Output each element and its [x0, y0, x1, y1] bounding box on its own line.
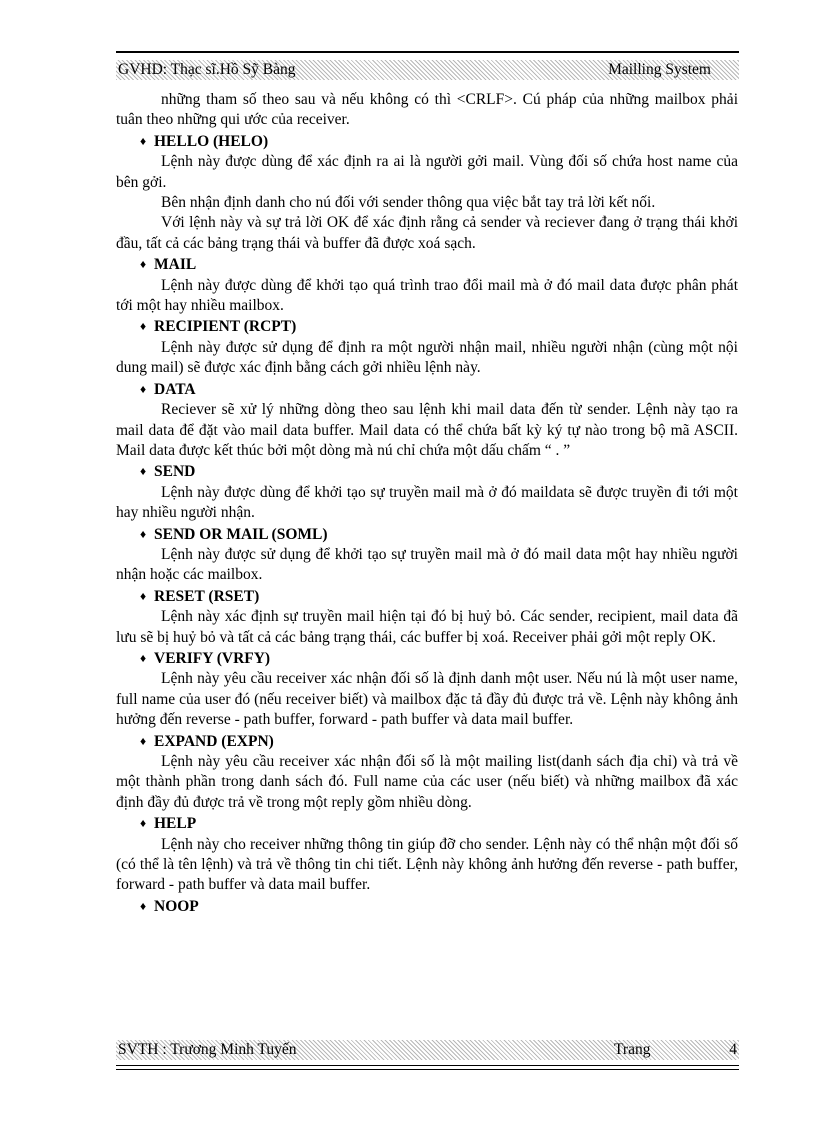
diamond-bullet-icon: ♦ [140, 464, 147, 479]
section-heading [116, 131, 738, 152]
section-heading [116, 461, 738, 482]
section-paragraph: Lệnh này được sử dụng để khởi tạo sự truyền mail mà ở đó mail data một hay nhiều người nhận hoặc các mailbox. [116, 545, 738, 584]
diamond-bullet-icon: ♦ [140, 133, 147, 148]
section-title: MAIL [154, 256, 197, 274]
section-title: SEND OR MAIL (SOML) [154, 525, 328, 543]
section-paragraph: Reciever sẽ xử lý những dòng theo sau lệnh khi mail data đến từ sender. Lệnh này tạo ra mail data để đặt vào mail data buffer. Mail data có thể chứa bất kỳ ký tự nào trong bộ mã ASCII. Mail data được kết thúc bởi một dòng mà nú chỉ chứa một dấu chấm “ . ” [116, 401, 738, 459]
diamond-bullet-icon: ♦ [140, 733, 147, 748]
section-title: DATA [154, 380, 196, 398]
section-heading [116, 316, 738, 337]
section-paragraph: Lệnh này được dùng để khởi tạo quá trình trao đổi mail mà ở đó mail data được phân phát tới một hay nhiều mailbox. [116, 276, 738, 315]
diamond-bullet-icon: ♦ [140, 588, 147, 603]
section-title: RESET (RSET) [154, 587, 260, 605]
diamond-bullet-icon: ♦ [140, 381, 147, 396]
section-paragraph: Lệnh này được dùng để khởi tạo sự truyền mail mà ở đó maildata sẽ được truyền đi tới một hay nhiều người nhận. [116, 483, 738, 522]
section-paragraph: Lệnh này cho receiver những thông tin giúp đỡ cho sender. Lệnh này có thể nhận một đối số (có thể là tên lệnh) và trả về thông tin chi tiết. Lệnh này không ảnh hưởng đến reverse - path buffer, forward - path buffer và data mail buffer. [116, 835, 738, 894]
section-heading [116, 813, 738, 834]
section-heading [116, 896, 738, 917]
section-title: HELLO (HELO) [154, 132, 269, 150]
section-heading [116, 648, 738, 669]
section-paragraph: Bên nhận định danh cho nú đối với sender thông qua việc bắt tay trả lời kết nối. [161, 194, 656, 212]
section-heading [116, 524, 738, 545]
footer-student: SVTH : Trương Minh Tuyến [118, 1041, 297, 1058]
header-rule [116, 51, 739, 53]
section-title: RECIPIENT (RCPT) [154, 318, 297, 336]
section-title: VERIFY (VRFY) [154, 649, 271, 667]
section-paragraph: Lệnh này yêu cầu receiver xác nhận đối số là định danh một user. Nếu nú là một user name, full name của user đó (nếu receiver biết) và mailbox đặc tả đầy đủ được trả về. Lệnh này không ảnh hưởng đến reverse - path buffer, forward - path buffer và data mail buffer. [116, 670, 738, 729]
section-paragraph: Lệnh này được dùng để xác định ra ai là người gởi mail. Vùng đối số chứa host name của bên gởi. [116, 153, 738, 191]
section-heading [116, 254, 738, 275]
diamond-bullet-icon: ♦ [140, 898, 147, 913]
footer-rule [116, 1065, 739, 1066]
intro-paragraph: những tham số theo sau và nếu không có thì <CRLF>. Cú pháp của những mailbox phải tuân theo những qui ước của receiver. [116, 91, 738, 129]
section-title: SEND [154, 463, 196, 481]
diamond-bullet-icon: ♦ [140, 650, 147, 665]
diamond-bullet-icon: ♦ [140, 257, 147, 272]
section-heading [116, 586, 738, 607]
section-paragraph: Lệnh này yêu cầu receiver xác nhận đối số là một mailing list(danh sách địa chỉ) và trả về một thành phần trong danh sách đó. Full name của các user (nếu biết) và những mailbox đã xác định đầy đủ được trả về trong một reply gồm nhiều dòng. [116, 753, 738, 811]
section-heading [116, 731, 738, 752]
footer-rule [116, 1069, 739, 1070]
section-title: NOOP [154, 897, 199, 915]
section-paragraph: Lệnh này được sử dụng để định ra một người nhận mail, nhiều người nhận (cùng một nội dung mail) sẽ được xác định bằng cách gởi nhiều lệnh này. [116, 338, 738, 377]
page-header [116, 60, 739, 80]
command-sections [116, 131, 738, 917]
section-title: EXPAND (EXPN) [154, 732, 274, 750]
diamond-bullet-icon: ♦ [140, 319, 147, 334]
diamond-bullet-icon: ♦ [140, 816, 147, 831]
diamond-bullet-icon: ♦ [140, 526, 147, 541]
section-heading [116, 379, 738, 400]
document-body [116, 90, 738, 917]
footer-page-number: 4 [729, 1041, 737, 1058]
section-paragraph: Với lệnh này và sự trả lời OK để xác định rằng cả sender và reciever đang ở trạng thái khởi đầu, tất cả các bảng trạng thái và buffer đã được xoá sạch. [116, 214, 738, 252]
section-paragraph: Lệnh này xác định sự truyền mail hiện tại đó bị huỷ bỏ. Các sender, recipient, mail data đã lưu sẽ bị huỷ bỏ và tất cả các bảng trạng thái, các buffer bị xoá. Receiver phải gởi một reply OK. [116, 608, 738, 646]
page-footer [116, 1040, 739, 1060]
footer-page-label: Trang [614, 1041, 651, 1058]
header-title: Mailling System [608, 61, 711, 78]
section-title: HELP [154, 815, 197, 833]
header-instructor: GVHD: Thạc sĩ.Hồ Sỹ Bàng [118, 61, 296, 78]
